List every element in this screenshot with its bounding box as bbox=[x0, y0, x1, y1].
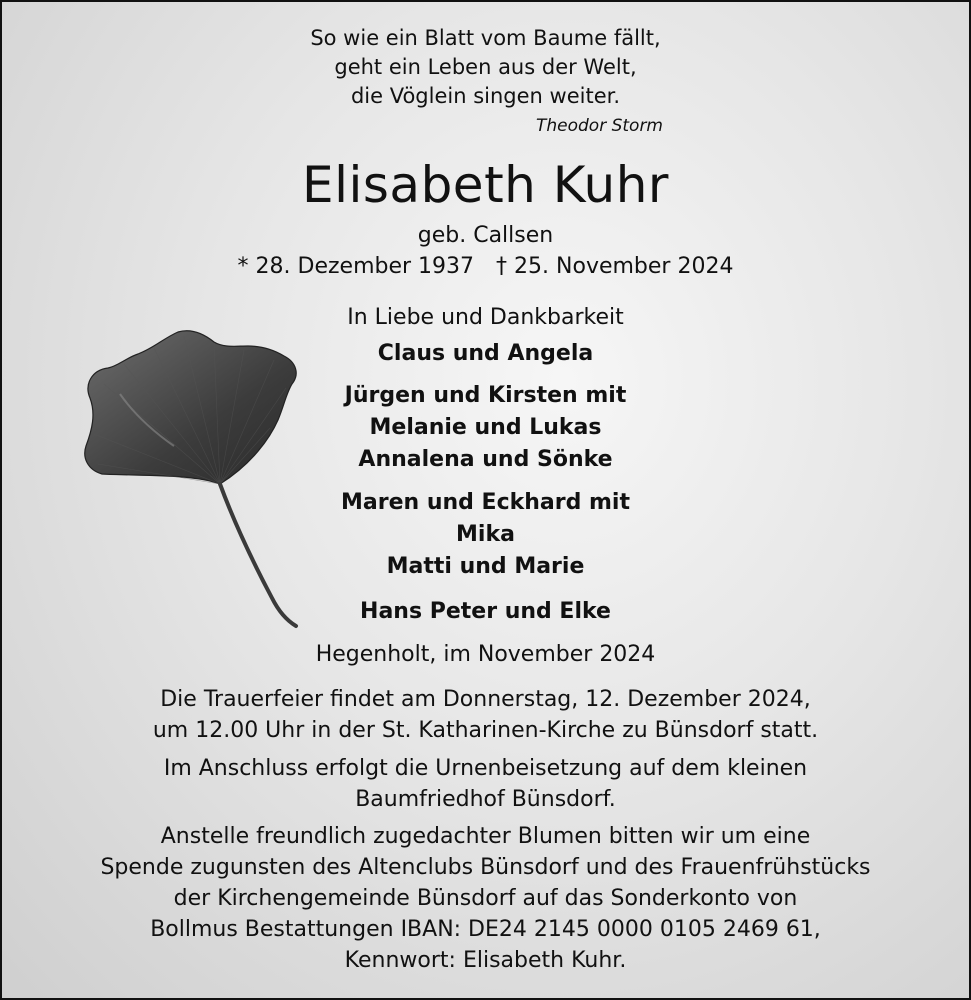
donation-line: Kennwort: Elisabeth Kuhr. bbox=[344, 948, 627, 973]
burial-line: Im Anschluss erfolgt die Urnenbeisetzung auf dem kleinen bbox=[163, 756, 808, 781]
donation-line: Bollmus Bestattungen IBAN: DE24 2145 0000 0105 2469 61, bbox=[150, 917, 821, 942]
ceremony-info bbox=[2, 684, 969, 746]
deceased-name: Elisabeth Kuhr bbox=[302, 156, 669, 214]
family-line: Hans Peter und Elke bbox=[360, 599, 611, 624]
family-line: Melanie und Lukas bbox=[369, 415, 602, 440]
family-line: Jürgen und Kirsten mit bbox=[344, 383, 627, 408]
donation-line: der Kirchengemeinde Bünsdorf auf das Sonderkonto von bbox=[173, 886, 798, 911]
ginkgo-leaf-icon bbox=[74, 324, 314, 634]
maiden-name: geb. Callsen bbox=[417, 223, 554, 248]
family-line: Maren und Eckhard mit bbox=[340, 490, 630, 515]
family-group bbox=[2, 596, 969, 628]
poem-line: die Vöglein singen weiter. bbox=[350, 84, 621, 108]
family-line: Annalena und Sönke bbox=[358, 447, 613, 472]
life-dates bbox=[2, 252, 969, 282]
place-date: Hegenholt, im November 2024 bbox=[315, 642, 656, 667]
family-group bbox=[2, 338, 969, 370]
mourners-intro: In Liebe und Dankbarkeit bbox=[347, 305, 624, 330]
donation-info bbox=[2, 821, 969, 976]
family-line: Mika bbox=[456, 522, 515, 547]
donation-line: Spende zugunsten des Altenclubs Bünsdorf und des Frauenfrühstücks bbox=[100, 855, 871, 880]
burial-line: Baumfriedhof Bünsdorf. bbox=[355, 787, 616, 812]
burial-info bbox=[2, 753, 969, 815]
poem-line: So wie ein Blatt vom Baume fällt, bbox=[310, 26, 661, 50]
donation-line: Anstelle freundlich zugedachter Blumen bitten wir um eine bbox=[160, 824, 811, 849]
poem-author: Theodor Storm bbox=[535, 116, 663, 136]
ceremony-line: um 12.00 Uhr in der St. Katharinen-Kirche zu Bünsdorf statt. bbox=[152, 718, 819, 743]
birth-date: * 28. Dezember 1937 bbox=[237, 254, 475, 279]
family-line: Claus und Angela bbox=[377, 341, 594, 366]
death-date: † 25. November 2024 bbox=[496, 254, 734, 279]
family-line: Matti und Marie bbox=[386, 554, 585, 579]
family-group bbox=[2, 487, 969, 583]
ceremony-line: Die Trauerfeier findet am Donnerstag, 12. Dezember 2024, bbox=[160, 687, 811, 712]
poem-line: geht ein Leben aus der Welt, bbox=[334, 55, 637, 79]
poem bbox=[2, 24, 969, 111]
family-group bbox=[2, 380, 969, 476]
